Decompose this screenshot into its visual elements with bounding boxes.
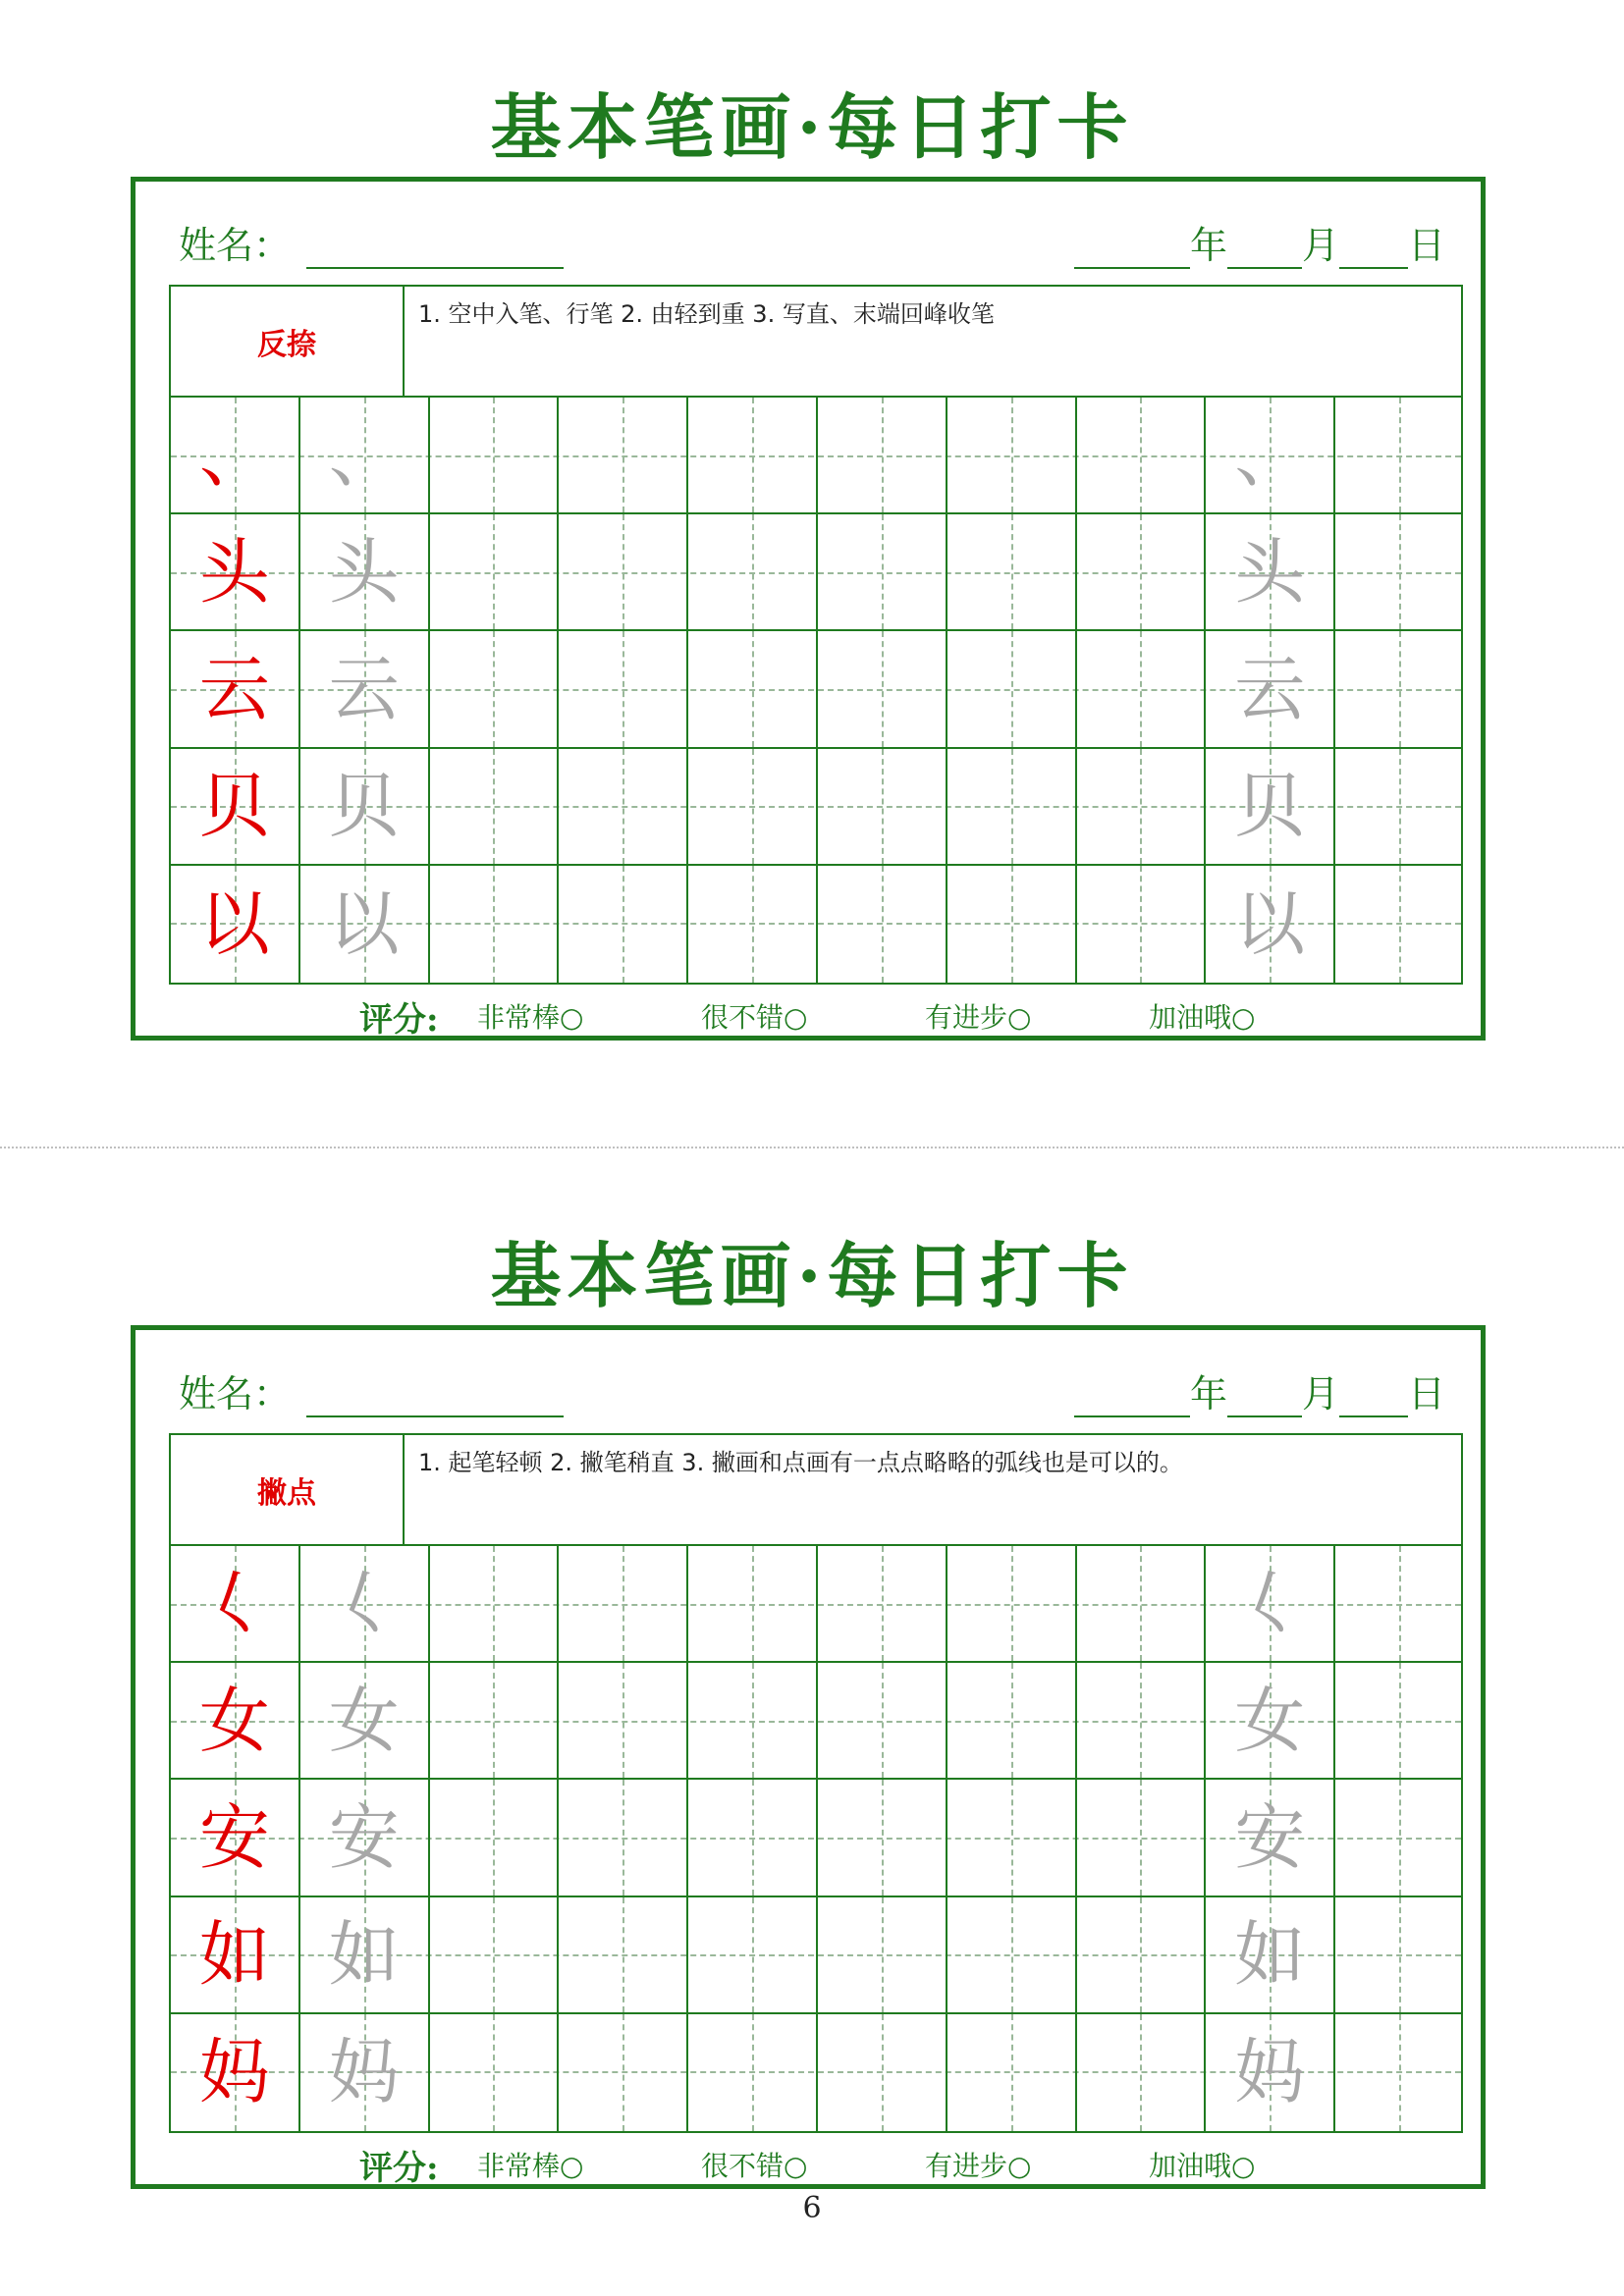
guide-line xyxy=(1399,749,1401,864)
trace-character: 女 xyxy=(328,1679,400,1762)
writing-cell[interactable] xyxy=(171,514,300,629)
month-label: 月 xyxy=(1301,1372,1339,1415)
writing-cell[interactable] xyxy=(300,1897,430,2012)
trace-character: 如 xyxy=(328,1913,400,1997)
writing-cell[interactable] xyxy=(300,866,430,983)
writing-cell[interactable] xyxy=(300,1780,430,1895)
writing-cell[interactable] xyxy=(430,1663,560,1778)
trace-character: 贝 xyxy=(1234,765,1306,848)
writing-cell[interactable] xyxy=(1206,398,1335,512)
writing-cell[interactable] xyxy=(430,631,560,746)
model-character: 妈 xyxy=(198,2031,270,2114)
writing-cell[interactable] xyxy=(688,2014,818,2131)
guide-line xyxy=(752,866,754,983)
guide-line xyxy=(1011,1780,1013,1895)
guide-line xyxy=(1011,866,1013,983)
writing-cell[interactable] xyxy=(1077,398,1207,512)
rating-label: 评分: xyxy=(359,2149,439,2188)
writing-cell[interactable] xyxy=(430,2014,560,2131)
writing-cell[interactable] xyxy=(559,631,688,746)
writing-cell[interactable] xyxy=(171,1897,300,2012)
writing-cell[interactable] xyxy=(818,1546,947,1661)
trace-character: 、 xyxy=(1234,413,1306,497)
day-blank[interactable] xyxy=(1339,234,1408,269)
stroke-name: 撇点 xyxy=(171,1435,405,1544)
grid-header xyxy=(171,287,1461,398)
guide-line xyxy=(752,2014,754,2131)
writing-cell[interactable] xyxy=(300,1663,430,1778)
practice-row xyxy=(171,1897,1461,2014)
writing-cell[interactable] xyxy=(818,1780,947,1895)
guide-line xyxy=(1399,514,1401,629)
guide-line xyxy=(1399,398,1401,512)
guide-line xyxy=(623,1663,624,1778)
practice-row xyxy=(171,866,1461,983)
trace-character: 以 xyxy=(328,882,400,966)
month-blank[interactable] xyxy=(1227,1382,1302,1417)
guide-line xyxy=(493,1663,495,1778)
writing-cell[interactable] xyxy=(947,2014,1077,2131)
practice-sheet-2 xyxy=(0,1148,1624,2209)
guide-line xyxy=(493,1780,495,1895)
name-label: 姓名： xyxy=(179,224,292,267)
guide-line xyxy=(752,749,754,864)
writing-cell[interactable] xyxy=(171,1663,300,1778)
trace-character: 、 xyxy=(328,413,400,497)
guide-line xyxy=(493,398,495,512)
writing-cell[interactable] xyxy=(1077,631,1207,746)
guide-line xyxy=(1140,398,1142,512)
writing-cell[interactable] xyxy=(559,2014,688,2131)
writing-cell[interactable] xyxy=(300,398,430,512)
writing-cell[interactable] xyxy=(1335,398,1465,512)
guide-line xyxy=(623,631,624,746)
writing-cell[interactable] xyxy=(818,514,947,629)
guide-line xyxy=(1399,866,1401,983)
guide-line xyxy=(493,631,495,746)
guide-line xyxy=(493,749,495,864)
writing-cell[interactable] xyxy=(559,1897,688,2012)
writing-cell[interactable] xyxy=(947,514,1077,629)
writing-cell[interactable] xyxy=(300,514,430,629)
model-character: 云 xyxy=(198,647,270,730)
rating-option-improved[interactable]: 有进步○ xyxy=(925,1001,1032,1034)
writing-cell[interactable] xyxy=(1206,514,1335,629)
writing-cell[interactable] xyxy=(1206,1897,1335,2012)
model-character: 以 xyxy=(198,882,270,966)
guide-line xyxy=(1140,2014,1142,2131)
trace-character: 𡿨 xyxy=(1234,1562,1306,1645)
model-character: 𡿨 xyxy=(198,1562,270,1645)
guide-line xyxy=(752,514,754,629)
writing-cell[interactable] xyxy=(947,398,1077,512)
rating-option-improved[interactable]: 有进步○ xyxy=(925,2150,1032,2182)
writing-tips: 1. 起笔轻顿 2. 撇笔稍直 3. 撇画和点画有一点点略略的弧线也是可以的。 xyxy=(418,1449,1183,1476)
grid-header xyxy=(171,1435,1461,1546)
trace-character: 如 xyxy=(1234,1913,1306,1997)
year-label: 年 xyxy=(1189,224,1227,267)
writing-cell[interactable] xyxy=(947,749,1077,864)
model-character: 、 xyxy=(198,413,270,497)
writing-cell[interactable] xyxy=(1335,631,1465,746)
stroke-name: 反捺 xyxy=(171,287,405,396)
guide-line xyxy=(623,398,624,512)
practice-grid xyxy=(169,285,1463,985)
writing-cell[interactable] xyxy=(818,866,947,983)
guide-line xyxy=(882,1780,884,1895)
model-character: 头 xyxy=(198,530,270,614)
writing-cell[interactable] xyxy=(1335,1663,1465,1778)
model-character: 女 xyxy=(198,1679,270,1762)
rating-label: 评分: xyxy=(359,1000,439,1040)
guide-line xyxy=(882,749,884,864)
writing-cell[interactable] xyxy=(688,631,818,746)
writing-cell[interactable] xyxy=(430,749,560,864)
rating-option-good[interactable]: 很不错○ xyxy=(701,1001,808,1034)
guide-line xyxy=(1140,1780,1142,1895)
writing-cell[interactable] xyxy=(818,398,947,512)
model-character: 贝 xyxy=(198,765,270,848)
writing-cell[interactable] xyxy=(688,1546,818,1661)
rating-option-keep-going[interactable]: 加油哦○ xyxy=(1149,2150,1256,2182)
year-blank[interactable] xyxy=(1074,234,1190,269)
writing-cell[interactable] xyxy=(947,1546,1077,1661)
writing-cell[interactable] xyxy=(171,749,300,864)
writing-cell[interactable] xyxy=(1077,866,1207,983)
guide-line xyxy=(623,514,624,629)
guide-line xyxy=(1399,1663,1401,1778)
guide-line xyxy=(623,866,624,983)
writing-cell[interactable] xyxy=(300,2014,430,2131)
writing-cell[interactable] xyxy=(1335,749,1465,864)
writing-cell[interactable] xyxy=(430,1780,560,1895)
model-character: 如 xyxy=(198,1913,270,1997)
writing-cell[interactable] xyxy=(1335,1780,1465,1895)
writing-cell[interactable] xyxy=(430,514,560,629)
guide-line xyxy=(623,1897,624,2012)
sheet-frame xyxy=(131,177,1486,1041)
grid-rows xyxy=(171,1546,1461,2131)
writing-cell[interactable] xyxy=(559,514,688,629)
guide-line xyxy=(752,1897,754,2012)
practice-row xyxy=(171,398,1461,514)
writing-cell[interactable] xyxy=(300,631,430,746)
writing-cell[interactable] xyxy=(1335,866,1465,983)
writing-cell[interactable] xyxy=(559,1780,688,1895)
practice-row xyxy=(171,1546,1461,1663)
writing-cell[interactable] xyxy=(1206,631,1335,746)
guide-line xyxy=(1011,1546,1013,1661)
guide-line xyxy=(1140,1546,1142,1661)
writing-cell[interactable] xyxy=(947,866,1077,983)
guide-line xyxy=(493,866,495,983)
sheet-frame xyxy=(131,1325,1486,2189)
rating-option-excellent[interactable]: 非常棒○ xyxy=(477,2150,584,2182)
writing-cell[interactable] xyxy=(1077,1663,1207,1778)
writing-cell[interactable] xyxy=(1335,1897,1465,2012)
guide-line xyxy=(882,631,884,746)
writing-cell[interactable] xyxy=(559,866,688,983)
name-blank[interactable] xyxy=(306,234,564,269)
name-field[interactable] xyxy=(179,1363,564,1417)
name-field[interactable] xyxy=(179,215,564,269)
writing-cell[interactable] xyxy=(818,1897,947,2012)
guide-line xyxy=(1140,631,1142,746)
writing-cell[interactable] xyxy=(688,1780,818,1895)
day-label: 日 xyxy=(1407,224,1445,267)
guide-line xyxy=(493,2014,495,2131)
year-blank[interactable] xyxy=(1074,1382,1190,1417)
guide-line xyxy=(1140,866,1142,983)
writing-cell[interactable] xyxy=(559,1663,688,1778)
trace-character: 头 xyxy=(328,530,400,614)
guide-line xyxy=(752,1780,754,1895)
guide-line xyxy=(882,2014,884,2131)
month-label: 月 xyxy=(1301,224,1339,267)
page-number: 6 xyxy=(802,2191,822,2225)
writing-cell[interactable] xyxy=(559,1546,688,1661)
writing-cell[interactable] xyxy=(300,1546,430,1661)
practice-row xyxy=(171,749,1461,866)
writing-tips: 1. 空中入笔、行笔 2. 由轻到重 3. 写直、末端回峰收笔 xyxy=(418,300,995,328)
writing-cell[interactable] xyxy=(430,1897,560,2012)
writing-cell[interactable] xyxy=(688,749,818,864)
guide-line xyxy=(623,2014,624,2131)
rating-option-good[interactable]: 很不错○ xyxy=(701,2150,808,2182)
guide-line xyxy=(882,866,884,983)
guide-line xyxy=(1011,398,1013,512)
writing-cell[interactable] xyxy=(1077,1546,1207,1661)
guide-line xyxy=(1011,749,1013,864)
practice-row xyxy=(171,514,1461,631)
writing-cell[interactable] xyxy=(1206,749,1335,864)
writing-cell[interactable] xyxy=(688,1897,818,2012)
guide-line xyxy=(623,1780,624,1895)
writing-cell[interactable] xyxy=(1077,2014,1207,2131)
writing-cell[interactable] xyxy=(430,866,560,983)
writing-cell[interactable] xyxy=(430,398,560,512)
guide-line xyxy=(752,1663,754,1778)
name-blank[interactable] xyxy=(306,1382,564,1417)
guide-line xyxy=(623,1546,624,1661)
trace-character: 安 xyxy=(328,1795,400,1879)
sheet-title: 基本笔画·每日打卡 xyxy=(490,85,1134,169)
writing-cell[interactable] xyxy=(1077,1780,1207,1895)
writing-cell[interactable] xyxy=(818,749,947,864)
writing-cell[interactable] xyxy=(1206,1780,1335,1895)
grid-rows xyxy=(171,398,1461,983)
day-label: 日 xyxy=(1407,1372,1445,1415)
guide-line xyxy=(493,1546,495,1661)
writing-cell[interactable] xyxy=(818,1663,947,1778)
practice-sheet-1 xyxy=(0,0,1624,1060)
trace-character: 云 xyxy=(328,647,400,730)
writing-cell[interactable] xyxy=(947,1663,1077,1778)
guide-line xyxy=(752,1546,754,1661)
writing-cell[interactable] xyxy=(688,866,818,983)
writing-cell[interactable] xyxy=(171,1546,300,1661)
guide-line xyxy=(1140,749,1142,864)
day-blank[interactable] xyxy=(1339,1382,1408,1417)
writing-cell[interactable] xyxy=(947,631,1077,746)
writing-cell[interactable] xyxy=(947,1780,1077,1895)
writing-cell[interactable] xyxy=(559,749,688,864)
guide-line xyxy=(1140,1663,1142,1778)
guide-line xyxy=(493,1897,495,2012)
practice-row xyxy=(171,2014,1461,2131)
guide-line xyxy=(493,514,495,629)
rating-row xyxy=(135,992,1481,1040)
writing-cell[interactable] xyxy=(1206,866,1335,983)
writing-cell[interactable] xyxy=(688,398,818,512)
writing-cell[interactable] xyxy=(818,631,947,746)
writing-cell[interactable] xyxy=(171,398,300,512)
guide-line xyxy=(1011,631,1013,746)
practice-row xyxy=(171,1663,1461,1780)
writing-cell[interactable] xyxy=(171,2014,300,2131)
guide-line xyxy=(1140,1897,1142,2012)
guide-line xyxy=(1011,1663,1013,1778)
guide-line xyxy=(882,514,884,629)
guide-line xyxy=(1399,1546,1401,1661)
guide-line xyxy=(623,749,624,864)
name-label: 姓名： xyxy=(179,1372,292,1415)
writing-cell[interactable] xyxy=(947,1897,1077,2012)
practice-row xyxy=(171,1780,1461,1896)
writing-cell[interactable] xyxy=(171,1780,300,1895)
rating-option-excellent[interactable]: 非常棒○ xyxy=(477,1001,584,1034)
writing-cell[interactable] xyxy=(1335,2014,1465,2131)
trace-character: 贝 xyxy=(328,765,400,848)
trace-character: 𡿨 xyxy=(328,1562,400,1645)
writing-cell[interactable] xyxy=(1335,1546,1465,1661)
guide-line xyxy=(752,631,754,746)
writing-cell[interactable] xyxy=(1206,1663,1335,1778)
guide-line xyxy=(752,398,754,512)
guide-line xyxy=(882,398,884,512)
sheet-title: 基本笔画·每日打卡 xyxy=(490,1234,1134,1317)
trace-character: 安 xyxy=(1234,1795,1306,1879)
guide-line xyxy=(1399,2014,1401,2131)
guide-line xyxy=(1399,1780,1401,1895)
trace-character: 女 xyxy=(1234,1679,1306,1762)
date-field[interactable] xyxy=(1074,215,1445,269)
model-character: 安 xyxy=(198,1795,270,1879)
trace-character: 妈 xyxy=(1234,2031,1306,2114)
guide-line xyxy=(882,1663,884,1778)
writing-cell[interactable] xyxy=(1077,1897,1207,2012)
writing-cell[interactable] xyxy=(688,1663,818,1778)
writing-cell[interactable] xyxy=(1077,514,1207,629)
writing-cell[interactable] xyxy=(300,749,430,864)
writing-cell[interactable] xyxy=(171,631,300,746)
trace-character: 云 xyxy=(1234,647,1306,730)
rating-row xyxy=(135,2141,1481,2188)
writing-cell[interactable] xyxy=(688,514,818,629)
trace-character: 妈 xyxy=(328,2031,400,2114)
writing-cell[interactable] xyxy=(430,1546,560,1661)
guide-line xyxy=(1011,514,1013,629)
trace-character: 以 xyxy=(1234,882,1306,966)
year-label: 年 xyxy=(1189,1372,1227,1415)
writing-cell[interactable] xyxy=(1335,514,1465,629)
writing-cell[interactable] xyxy=(1077,749,1207,864)
guide-line xyxy=(882,1897,884,2012)
writing-cell[interactable] xyxy=(559,398,688,512)
writing-cell[interactable] xyxy=(818,2014,947,2131)
guide-line xyxy=(1140,514,1142,629)
month-blank[interactable] xyxy=(1227,234,1302,269)
guide-line xyxy=(1011,2014,1013,2131)
rating-option-keep-going[interactable]: 加油哦○ xyxy=(1149,1001,1256,1034)
practice-grid xyxy=(169,1433,1463,2133)
guide-line xyxy=(1011,1897,1013,2012)
guide-line xyxy=(882,1546,884,1661)
writing-cell[interactable] xyxy=(1206,2014,1335,2131)
trace-character: 头 xyxy=(1234,530,1306,614)
practice-row xyxy=(171,631,1461,748)
writing-cell[interactable] xyxy=(1206,1546,1335,1661)
writing-cell[interactable] xyxy=(171,866,300,983)
date-field[interactable] xyxy=(1074,1363,1445,1417)
guide-line xyxy=(1399,631,1401,746)
guide-line xyxy=(1399,1897,1401,2012)
